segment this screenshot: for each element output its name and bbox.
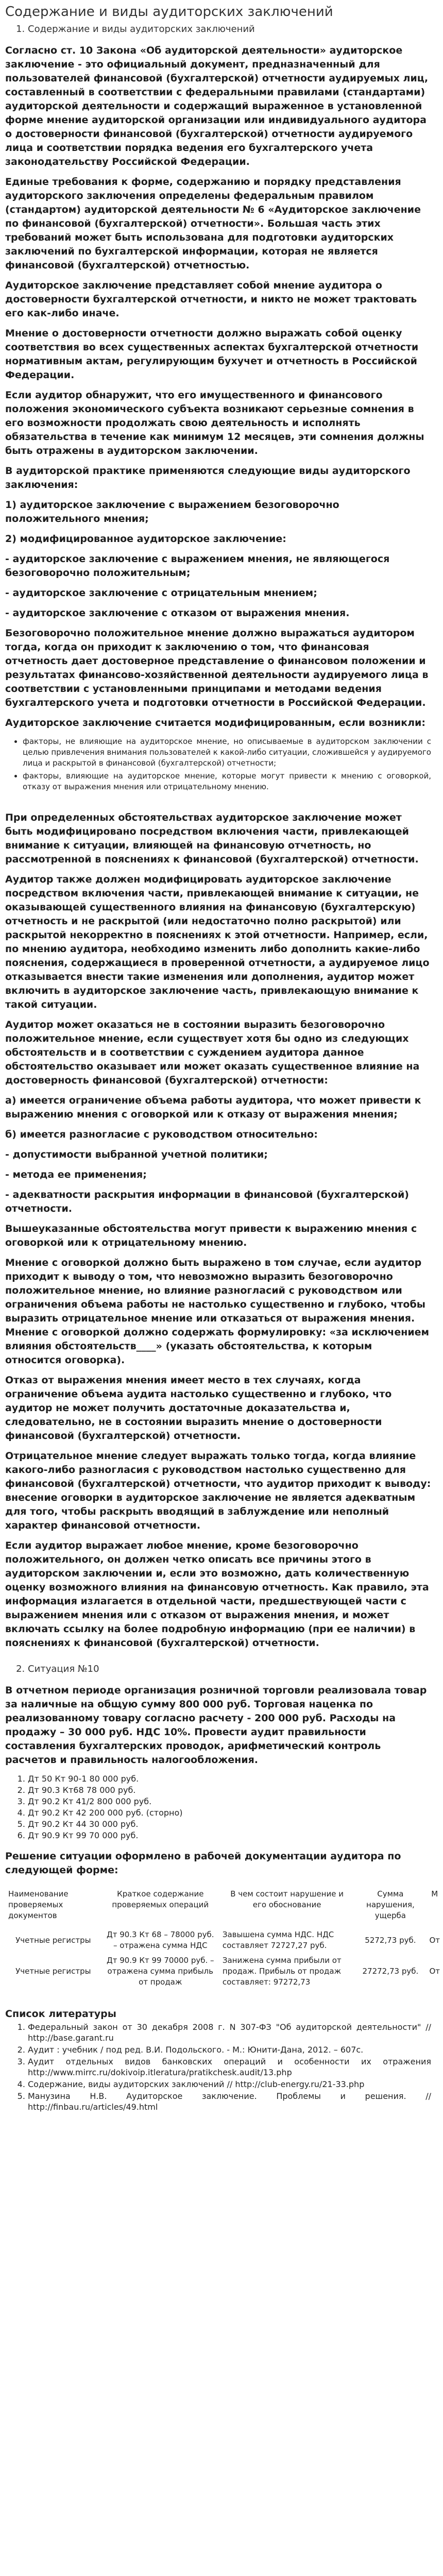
body-paragraph: Мнение о достоверности отчетности должно выражать собой оценку соответствия во всех существенных аспектах бухгалтерской отчетности нормативным актам, регулирующим бухучет и отчетность в Российской Федерации. — [5, 328, 419, 381]
body-paragraph: а) имеется ограничение объема работы аудитора, что может привести к выражению мнения с оговоркой или к отказу от выражения мнения; — [5, 1095, 421, 1120]
body-paragraph: Аудиторское заключение считается модифицированным, если возникли: — [5, 717, 425, 728]
table-header-row — [5, 1884, 443, 1927]
table-row — [5, 1953, 443, 1990]
table-cell: Учетные регистры — [15, 1967, 91, 1976]
page-title: Содержание и виды аудиторских заключений — [5, 4, 333, 20]
operation-item: 1. Дт 50 Кт 90-1 80 000 руб. — [28, 1773, 431, 1785]
operation-item: 6. Дт 90.9 Кт 99 70 000 руб. — [28, 1830, 431, 1841]
section-body-continued — [5, 811, 431, 1650]
criteria-item: • факторы, не влияющие на аудиторское мнение, но описываемые в аудиторском заключении с целью привлечения внимания пользователей к какой-либо ситуации, сложившейся у аудируемого лица и раскрытой в финансовой (бухгалтерской) отчетности; — [23, 736, 431, 769]
toc-item: 1. Содержание и виды аудиторских заключений — [28, 24, 431, 35]
situation-title: 2. Ситуация №10 — [28, 1664, 431, 1674]
operation-item: 4. Дт 90.2 Кт 42 200 000 руб. (сторно) — [28, 1807, 431, 1819]
table-header-cell: Наименование проверяемых документов — [8, 1889, 69, 1920]
operation-item: 3. Дт 90.2 Кт 41/2 800 000 руб. — [28, 1796, 431, 1807]
operation-item: 5. Дт 90.2 Кт 44 30 000 руб. — [28, 1819, 431, 1830]
section-2-list — [5, 1664, 431, 1674]
body-paragraph: - аудиторское заключение с отказом от выражения мнения. — [5, 607, 350, 619]
table-cell: Дт 90.9 Кт 99 70000 руб. – отражена сумма прибыль от продаж — [106, 1956, 214, 1987]
table-cell: Завышена сумма НДС. НДС составляет 72727,27 руб. — [222, 1930, 334, 1950]
task-paragraph: В отчетном периоде организация розничной торговли реализовала товар за наличные на общую сумму 800 000 руб. Торговая наценка по реализованному товару согласно расчету - 200 000 руб. Расходы на продажу – 30 000 руб. НДС 10%. Провести аудит правильности составления бухгалтерских проводок, арифметический контроль расчетов и правильность налогообложения. — [5, 1685, 427, 1766]
table-cell: Дт 90.3 Кт 68 – 78000 руб. – отражена сумма НДС — [106, 1930, 214, 1950]
body-paragraph: Аудиторское заключение представляет собой мнение аудитора о достоверности бухгалтерской отчетности, и никто не может трактовать его как-либо иначе. — [5, 280, 417, 319]
literature-title: Список литературы — [5, 2008, 116, 2020]
body-paragraph: При определенных обстоятельствах аудиторское заключение может быть модифицировано посредством включения части, привлекающей внимание к ситуации, влияющей на финансовую отчетность, но рассмотренной в пояснениях к финансовой (бухгалтерской) отчетности. — [5, 812, 419, 865]
solution-heading: Решение ситуации оформлено в рабочей документации аудитора по следующей форме: — [5, 1851, 401, 1876]
table-cell: Учетные регистры — [15, 1935, 91, 1945]
table-cell: От — [429, 1935, 440, 1945]
body-paragraph: Согласно ст. 10 Закона «Об аудиторской деятельности» аудиторское заключение - это официальный документ, предназначенный для пользователей финансовой (бухгалтерской) отчетности аудируемых лиц, составленный в соответствии с федеральными правилами (стандартами) аудиторской деятельности и содержащий выраженное в установленной форме мнение аудиторской организации или индивидуального аудитора о достоверности финансовой (бухгалтерской) отчетности аудируемого лица и соответствии порядка ведения его бухгалтерского учета законодательству Российской Федерации. — [5, 45, 429, 167]
body-paragraph: - допустимости выбранной учетной политики; — [5, 1149, 268, 1160]
body-paragraph: Если аудитор обнаружит, что его имущественного и финансового положения экономического субъекта возникают серьезные сомнения в его возможности продолжать свою деятельность и исполнять обязательства в течение как минимум 12 месяцев, эти сомнения должны быть отражены в аудиторском заключении. — [5, 389, 424, 456]
working-papers-table — [5, 1884, 443, 1990]
table-header-cell: Краткое содержание проверяемых операций — [112, 1889, 209, 1909]
modification-criteria-list — [5, 736, 431, 792]
literature-item: 5. Манузина Н.В. Аудиторское заключение. Проблемы и решения. // http://finbau.ru/articles/49.html — [28, 2091, 431, 2112]
table-cell: Занижена сумма прибыли от продаж. Прибыль от продаж составляет: 97272,73 — [222, 1956, 342, 1987]
body-paragraph: 2) модифицированное аудиторское заключение: — [5, 533, 286, 545]
table-cell: 5272,73 руб. — [365, 1935, 416, 1945]
literature-item: 3. Аудит отдельных видов банковских операций и особенности их отражения http://www.mirrc.ru/dokivoip.itleratura/pratikchesk.audit/13.php — [28, 2056, 431, 2078]
body-paragraph: - адекватности раскрытия информации в финансовой (бухгалтерской) отчетности. — [5, 1189, 409, 1214]
table-header-cell: Сумма нарушения, ущерба — [366, 1889, 415, 1920]
body-paragraph: В аудиторской практике применяются следующие виды аудиторского заключения: — [5, 465, 411, 490]
body-paragraph: 1) аудиторское заключение с выражением безоговорочно положительного мнения; — [5, 499, 339, 524]
body-paragraph: - метода ее применения; — [5, 1169, 147, 1180]
body-paragraph: Вышеуказанные обстоятельства могут привести к выражению мнения с оговоркой или к отрицательному мнению. — [5, 1223, 417, 1248]
body-paragraph: Единые требования к форме, содержанию и порядку представления аудиторского заключения определены федеральным правилом (стандартом) аудиторской деятельности № 6 «Аудиторское заключение по финансовой (бухгалтерской) отчетности». Большая часть этих требований может быть использована для подготовки аудиторских заключений по бухгалтерской информации, которая не является финансовой (бухгалтерской) отчетностью. — [5, 176, 421, 271]
criteria-item: • факторы, влияющие на аудиторское мнение, которые могут привести к мнению с оговоркой, отказу от выражения мнения или отрицательному мнению. — [23, 771, 431, 792]
literature-item: 4. Содержание, виды аудиторских заключений // http://club-energy.ru/21-33.php — [28, 2079, 431, 2090]
body-paragraph: Аудитор также должен модифицировать аудиторское заключение посредством включения части, привлекающей внимание к ситуации, не оказывающей существенного влияния на финансовую (бухгалтерскую) отчетность и не раскрытой (или недостаточно полно раскрытой) или раскрытой некорректно в пояснениях к этой отчетности. Например, если, по мнению аудитора, необходимо изменить либо дополнить какие-либо пояснения, содержащиеся в проверенной отчетности, а аудируемое лицо отказывается внести такие изменения или дополнения, аудитор может включить в аудиторское заключение часть, привлекающую внимание к такой ситуации. — [5, 874, 430, 1010]
body-paragraph: Отрицательное мнение следует выражать только тогда, когда влияние какого-либо разногласия с руководством настолько существенно для финансовой (бухгалтерской) отчетности, что аудитор приходит к выводу: внесение оговорки в аудиторское заключение не является адекватным для того, чтобы раскрыть вводящий в заблуждение или неполный характер финансовой отчетности. — [5, 1450, 431, 1531]
table-of-contents — [5, 24, 431, 35]
table-header-cell: В чем состоит нарушение и его обоснование — [230, 1889, 344, 1909]
body-paragraph: - аудиторское заключение с отрицательным мнением; — [5, 587, 317, 599]
literature-item: 2. Аудит : учебник / под ред. В.И. Подольского. - М.: Юнити-Дана, 2012. – 607с. — [28, 2044, 431, 2055]
operation-item: 2. Дт 90.3 Кт68 78 000 руб. — [28, 1785, 431, 1796]
body-paragraph: Мнение с оговоркой должно быть выражено в том случае, если аудитор приходит к выводу о том, что невозможно выразить безоговорочно положительное мнение, но влияние разногласий с руководством или ограничения объема работы не настолько существенно и глубоко, чтобы выразить отрицательное мнение или отказаться от выражения мнения. Мнение с оговоркой должно содержать формулировку: «за исключением влияния обстоятельств____» (указать обстоятельства, к которым относится оговорка). — [5, 1257, 430, 1366]
table-header-cell: М — [431, 1889, 438, 1899]
body-paragraph: Отказ от выражения мнения имеет место в тех случаях, когда ограничение объема аудита настолько существенно и глубоко, что аудитор не может получить достаточные доказательства и, следовательно, не в состоянии выразить мнение о достоверности финансовой (бухгалтерской) отчетности. — [5, 1375, 392, 1442]
body-paragraph: б) имеется разногласие с руководством относительно: — [5, 1129, 318, 1140]
table-cell: 27272,73 руб. — [362, 1967, 419, 1976]
body-paragraph: Аудитор может оказаться не в состоянии выразить безоговорочно положительное мнение, если существует хотя бы одно из следующих обстоятельств и в соответствии с суждением аудитора данное обстоятельство оказывает или может оказать существенное влияние на достоверность финансовой (бухгалтерской) отчетности: — [5, 1019, 420, 1086]
body-paragraph: - аудиторское заключение с выражением мнения, не являющегося безоговорочно положительным; — [5, 553, 390, 579]
section-body — [5, 44, 431, 730]
literature-list — [5, 2022, 431, 2112]
operations-list — [5, 1773, 431, 1841]
body-paragraph: Безоговорочно положительное мнение должно выражаться аудитором тогда, когда он приходит к заключению о том, что финансовая отчетность дает достоверное представление о финансовом положении и результатах финансово-хозяйственной деятельности аудируемого лица в соответствии с установленными принципами и методами ведения бухгалтерского учета и подготовки отчетности в Российской Федерации. — [5, 628, 429, 708]
table-cell: От — [429, 1967, 440, 1976]
literature-item: 1. Федеральный закон от 30 декабря 2008 г. N 307-ФЗ "Об аудиторской деятельности" // http://base.garant.ru — [28, 2022, 431, 2043]
body-paragraph: Если аудитор выражает любое мнение, кроме безоговорочно положительного, он должен четко описать все причины этого в аудиторском заключении и, если это возможно, дать количественную оценку возможного влияния на финансовую отчетность. Как правило, эта информация излагается в отдельной части, предшествующей части с выражением мнения или с отказом от выражения мнения, и может включать ссылку на более подробную информацию (при ее наличии) в пояснениях к финансовой (бухгалтерской) отчетности. — [5, 1540, 429, 1649]
table-row — [5, 1927, 443, 1953]
